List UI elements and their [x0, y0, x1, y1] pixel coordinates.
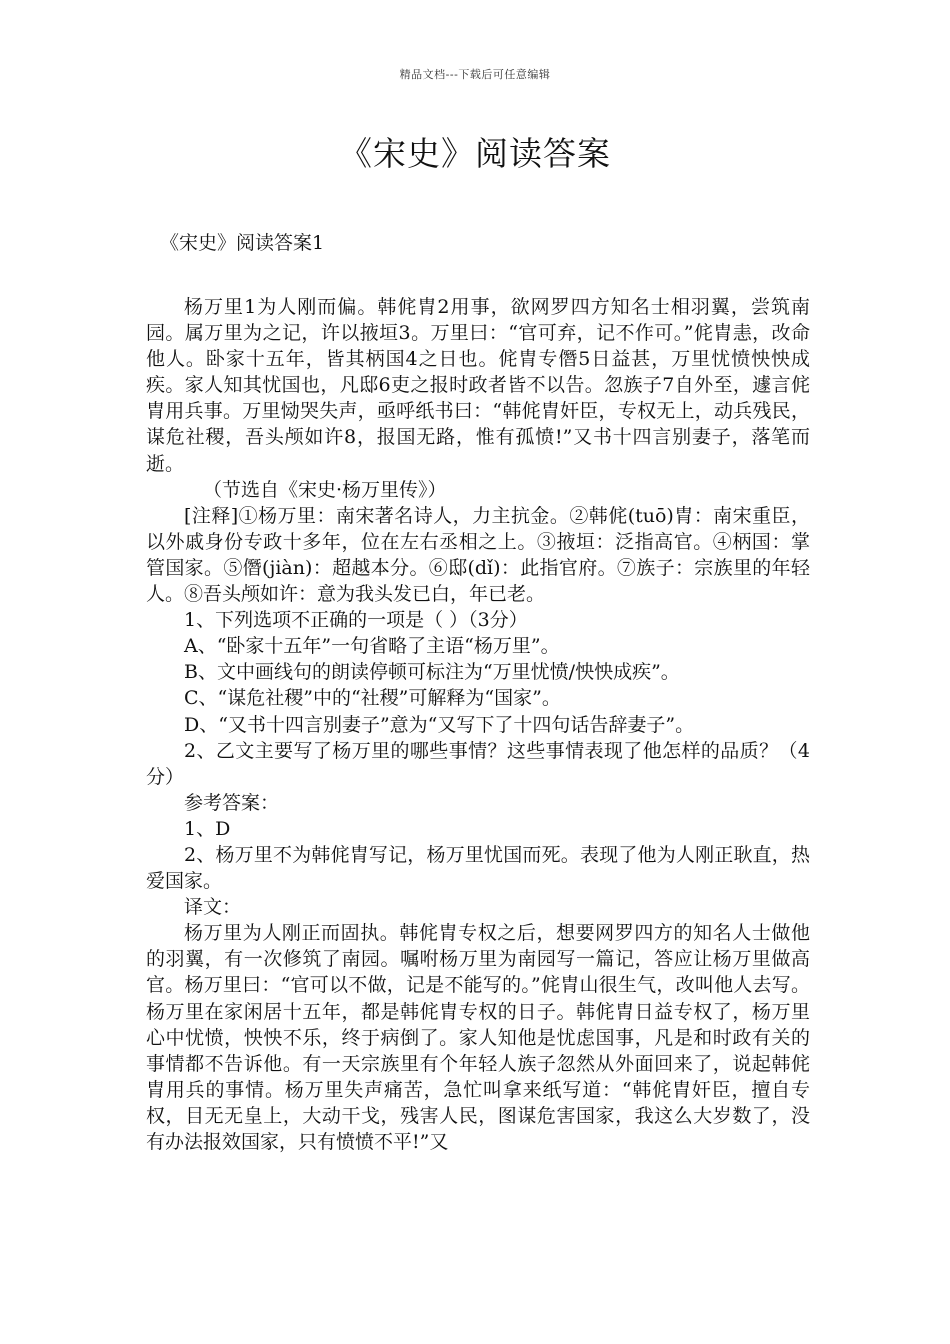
- answer-1: 1、D: [184, 817, 231, 840]
- document-title: 《宋史》阅读答案: [339, 134, 611, 173]
- answer-2: 2、杨万里不为韩侂胄写记，杨万里忧国而死。表现了他为人刚正耿直，热爱国家。: [146, 843, 810, 893]
- question-1: 1、下列选项不正确的一项是（ ）（3分）: [184, 609, 528, 632]
- translation-heading: 译文：: [184, 896, 242, 919]
- passage-source: （节选自《宋史·杨万里传》）: [203, 478, 447, 501]
- option-d: D、“又书十四言别妻子”意为“又写下了十四句话告辞妻子”。: [184, 713, 695, 736]
- option-c: C、“谋危社稷”中的“社稷”可解释为“国家”。: [184, 687, 561, 710]
- passage-paragraph: 杨万里1为人刚而偏。韩侂胄2用事，欲网罗四方知名士相羽翼，尝筑南园。属万里为之记，许以掖垣3。万里曰：“官可弃，记不作可。”侂胄恚，改命他人。卧家十五年，皆其柄国4之日也。侂胄专僭5日益甚，万里忧愤怏怏成疾。家人知其忧国也，凡邸6吏之报时政者皆不以告。忽族子7自外至，遽言侂胄用兵事。万里恸哭失声，亟呼纸书曰：“韩侂胄奸臣，专权无上，动兵残民，谋危社稷，吾头颅如许8，报国无路，惟有孤愤!”又书十四言别妻子，落笔而逝。: [146, 296, 810, 475]
- option-a: A、“卧家十五年”一句省略了主语“杨万里”。: [184, 635, 560, 658]
- translation-paragraph: 杨万里为人刚正而固执。韩侂胄专权之后，想要网罗四方的知名人士做他的羽翼，有一次修筑了南园。嘱咐杨万里为南园写一篇记，答应让杨万里做高官。杨万里曰：“官可以不做，记是不能写的。”侂胄山很生气，改叫他人去写。杨万里在家闲居十五年，都是韩侂胄专权的日子。韩侂胄日益专权了，杨万里心中忧愤，怏怏不乐，终于病倒了。家人知他是忧虑国事，凡是和时政有关的事情都不告诉他。有一天宗族里有个年轻人族子忽然从外面回来了，说起韩侂胄用兵的事情。杨万里失声痛苦，急忙叫拿来纸写道：“韩侂胄奸臣，擅自专权，目无无皇上，大动干戈，残害人民，图谋危害国家，我这么大岁数了，没有办法报效国家，只有愤愤不平!”又: [146, 922, 810, 1153]
- option-b: B、文中画线句的朗读停顿可标注为“万里忧愤/怏怏成疾”。: [184, 661, 680, 684]
- header-note: 精品文档---下载后可任意编辑: [399, 68, 551, 81]
- answers-heading: 参考答案：: [184, 791, 280, 814]
- question-2: 2、乙文主要写了杨万里的哪些事情？这些事情表现了他怎样的品质？（4分）: [146, 739, 810, 788]
- annotation-paragraph: [注释]①杨万里：南宋著名诗人，力主抗金。②韩侂(tuō)胄：南宋重臣，以外戚身份专政十多年，位在左右丞相之上。③掖垣：泛指高官。④柄国：掌管国家。⑤僭(jiàn)：超越本分。⑥邸(dǐ)：此指官府。⑦族子：宗族里的年轻人。⑧吾头颅如许：意为我头发已白，年已老。: [146, 504, 810, 606]
- document-body: [146, 294, 810, 1155]
- section-heading: 《宋史》阅读答案1: [160, 232, 325, 254]
